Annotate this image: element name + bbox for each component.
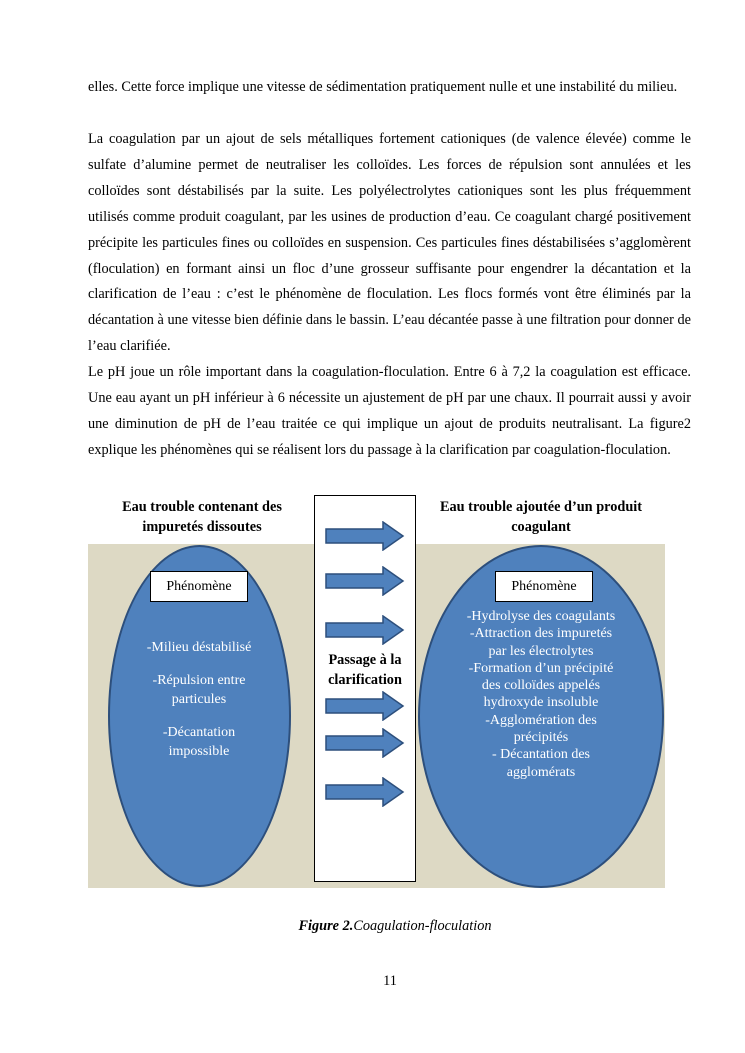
caption-text: Coagulation-floculation bbox=[353, 918, 492, 934]
right-arrow-icon bbox=[325, 777, 405, 807]
left-phenomena-list bbox=[135, 638, 263, 775]
right-phenomena-list bbox=[466, 608, 616, 781]
left-item: -Répulsion entre particules bbox=[152, 672, 246, 707]
left-item: -Milieu déstabilisé bbox=[146, 640, 252, 655]
left-phenomene-box: Phénomène bbox=[150, 571, 248, 602]
paragraph-3: Le pH joue un rôle important dans la coagulation-floculation. Entre 6 à 7,2 la coagulation est efficace. Une eau ayant un pH inférieur à 6 nécessite un ajustement de pH par une chaux. Il pourrait aussi y avoir une diminution de pH de l’eau traitée ce qui implique un ajout de produits neutralisant. La figure2 explique les phénomènes qui se réalisent lors du passage à la clarification par coagulation-floculation. bbox=[88, 364, 691, 458]
right-item: -Agglomération des précipités bbox=[485, 712, 597, 746]
left-column-title: Eau trouble contenant des impuretés dissoutes bbox=[122, 499, 282, 535]
right-item: -Hydrolyse des coagulants bbox=[466, 609, 616, 624]
right-arrow-icon bbox=[325, 521, 405, 551]
paragraph-1: elles. Cette force implique une vitesse de sédimentation pratiquement nulle et une instabilité du milieu. bbox=[88, 79, 678, 95]
right-item: -Formation d’un précipité des colloïdes appelés hydroxyde insoluble bbox=[468, 660, 614, 711]
page-number: 11 bbox=[383, 973, 397, 989]
paragraph-2: La coagulation par un ajout de sels métalliques fortement cationiques (de valence élevée) comme le sulfate d’alumine permet de neutraliser les colloïdes. Les forces de répulsion sont annulées et les colloïdes sont déstabilisés par la suite. Les polyélectrolytes cationiques sont les plus fréquemment utilisés comme produit coagulant, par les usines de production d’eau. Ce coagulant chargé positivement précipite les particules fines ou colloïdes en suspension. Ces particules fines déstabilisées s’agglomèrent (floculation) en formant ainsi un floc d’une grosseur suffisante pour engendrer la décantation et la clarification de l’eau : c’est le phénomène de floculation. Les flocs formés vont être éliminés par la décantation à une vitesse bien définie dans le bassin. L’eau décantée passe à une filtration pour donner de l’eau clarifiée. bbox=[88, 131, 691, 355]
right-item: -Attraction des impuretés par les électrolytes bbox=[469, 626, 613, 659]
right-arrow-icon bbox=[325, 566, 405, 596]
figure-caption bbox=[0, 918, 745, 935]
right-item: - Décantation des agglomérats bbox=[492, 747, 590, 780]
right-arrow-icon bbox=[325, 615, 405, 645]
right-arrow-icon bbox=[325, 691, 405, 721]
center-passage-label: Passage à la clarification bbox=[328, 652, 402, 688]
caption-label: Figure 2. bbox=[298, 918, 354, 934]
right-column-title: Eau trouble ajoutée d’un produit coagulant bbox=[439, 499, 643, 535]
right-arrow-icon bbox=[325, 728, 405, 758]
right-phenomene-box: Phénomène bbox=[495, 571, 593, 602]
left-item: -Décantation impossible bbox=[162, 724, 236, 759]
